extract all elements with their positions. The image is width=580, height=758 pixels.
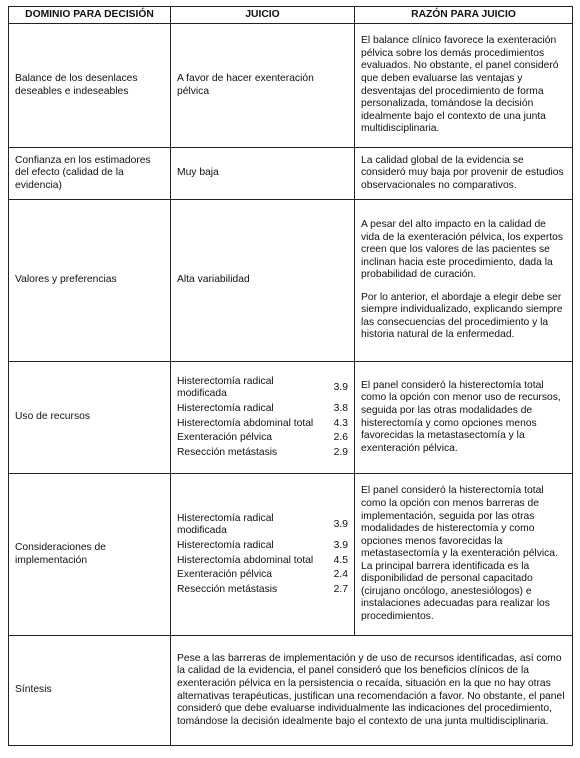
score-name: Exenteración pélvica <box>177 432 273 444</box>
score-item <box>177 417 348 432</box>
reason-paragraph: A pesar del alto impacto en la calidad de vida de la exenteración pélvica, los expertos creen que los valores de las pacientes se inclinan hacia este procedimiento, dada la probabilidad de curación. <box>361 219 564 281</box>
score-name: Resección metástasis <box>177 583 278 595</box>
domain-cell: Valores y preferencias <box>9 200 171 362</box>
table-row <box>9 636 573 746</box>
scores-list <box>177 512 348 597</box>
score-value: 3.9 <box>333 539 348 551</box>
scores-list <box>177 375 348 460</box>
score-name: Histerectomía radical <box>177 539 274 551</box>
score-name: Histerectomía abdominal total <box>177 417 314 429</box>
reason-cell: El balance clínico favorece la exenteración pélvica sobre los demás procedimientos evaluados. No obstante, el panel consideró que deben evaluarse las ventajas y desventajas del procedimiento de forma personalizada, tomándose la decisión idealmente bajo el contexto de una junta multidisciplinaria. <box>355 24 573 148</box>
score-name: Histerectomía radical modificada <box>177 375 274 400</box>
domain-cell: Balance de los desenlaces deseables e indeseables <box>9 24 171 148</box>
score-value: 4.5 <box>333 554 348 566</box>
score-value: 2.4 <box>333 569 348 581</box>
score-value: 2.7 <box>333 583 348 595</box>
score-value: 3.9 <box>333 519 348 531</box>
reason-cell: El panel consideró la histerectomía total como la opción con menos barreras de implementación, seguida por las otras modalidades de histerectomía y como opciones menos favorecidas la metastasectomía y la exenteración pélvica. La principal barrera identificada es la disponibilidad de personal capacitado (cirujano oncólogo, anestesiólogos) e instalaciones adecuadas para realizar los procedimientos. <box>355 474 573 636</box>
synthesis-cell: Pese a las barreras de implementación y de uso de recursos identificadas, así como la calidad de la evidencia, el panel consideró que los beneficios clínicos de la exenteración pélvica en la persistencia o recaída, situación en la que no hay otras alternativas terapéuticas, justifican una recomendación a favor. No obstante, el panel consideró que debe evaluarse individualmente las indicaciones del procedimiento, tomándose la decisión idealmente bajo el contexto de una junta multidisciplinaria. <box>171 636 573 746</box>
reason-cell: El panel consideró la histerectomía total como la opción con menor uso de recursos, seguida por las otras modalidades de histerectomía y como opciones menos favorecidas la metastasectomía y la exenteración pélvica. <box>355 362 573 474</box>
score-value: 3.9 <box>333 382 348 394</box>
evidence-to-decision-table <box>8 6 573 746</box>
judgment-cell: Alta variabilidad <box>171 200 355 362</box>
judgment-cell: A favor de hacer exenteración pélvica <box>171 24 355 148</box>
header-domain: DOMINIO PARA DECISIÓN <box>9 7 171 24</box>
score-value: 2.9 <box>333 446 348 458</box>
score-item <box>177 554 348 569</box>
score-item <box>177 583 348 598</box>
table-row <box>9 362 573 474</box>
score-name: Resección metástasis <box>177 446 278 458</box>
reason-paragraph: Por lo anterior, el abordaje a elegir debe ser siempre individualizado, explicando siempre las consecuencias del procedimiento y la historia natural de la enfermedad. <box>361 291 563 341</box>
score-name: Histerectomía radical <box>177 402 274 414</box>
table-row <box>9 200 573 362</box>
domain-cell: Síntesis <box>9 636 171 746</box>
header-row <box>9 7 573 24</box>
score-item <box>177 446 348 461</box>
domain-cell: Confianza en los estimadores del efecto (calidad de la evidencia) <box>9 148 171 200</box>
score-item <box>177 431 348 446</box>
reason-cell <box>355 200 573 362</box>
score-name: Exenteración pélvica <box>177 569 273 581</box>
score-value: 2.6 <box>333 432 348 444</box>
score-name: Histerectomía radical modificada <box>177 512 274 537</box>
scores-cell <box>171 474 355 636</box>
header-judgment: JUICIO <box>171 7 355 24</box>
score-item <box>177 568 348 583</box>
score-value: 3.8 <box>333 402 348 414</box>
score-item <box>177 375 348 402</box>
score-item <box>177 539 348 554</box>
score-value: 4.3 <box>333 417 348 429</box>
scores-cell <box>171 362 355 474</box>
domain-cell: Uso de recursos <box>9 362 171 474</box>
score-name: Histerectomía abdominal total <box>177 554 314 566</box>
table-row <box>9 24 573 148</box>
table-row <box>9 148 573 200</box>
table-row <box>9 474 573 636</box>
domain-cell: Consideraciones de implementación <box>9 474 171 636</box>
header-reason: RAZÓN PARA JUICIO <box>355 7 573 24</box>
reason-cell: La calidad global de la evidencia se consideró muy baja por provenir de estudios observacionales no comparativos. <box>355 148 573 200</box>
judgment-cell: Muy baja <box>171 148 355 200</box>
score-item <box>177 402 348 417</box>
score-item <box>177 512 348 539</box>
